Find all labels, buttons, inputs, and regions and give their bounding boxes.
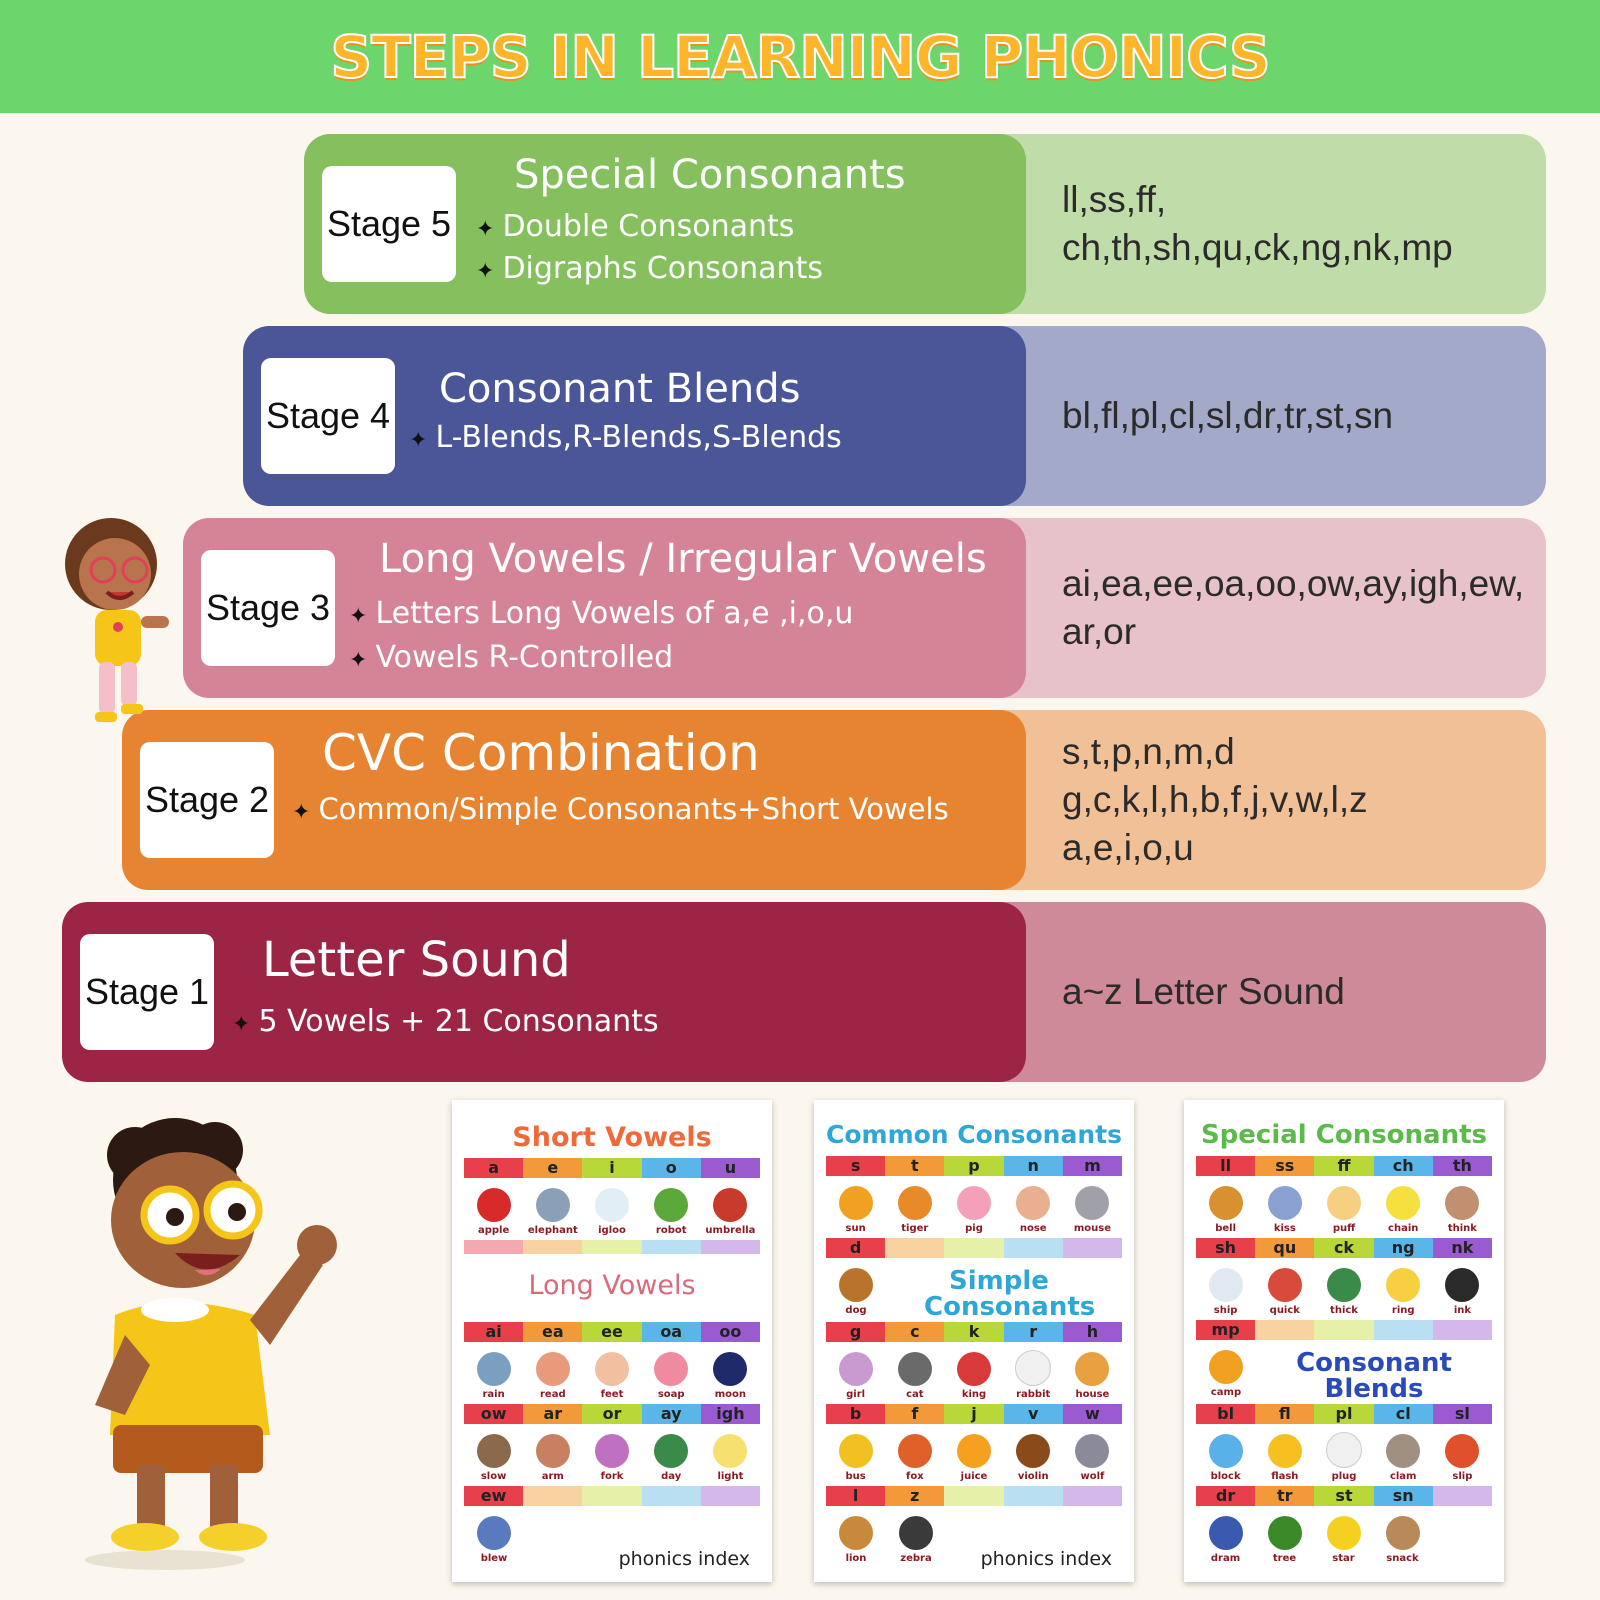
- star-icon: ✦: [409, 428, 428, 453]
- picture-row: lion zebra: [826, 1506, 946, 1564]
- letter-row: bl fl pl cl sl: [1196, 1404, 1492, 1424]
- star-icon: ✦: [292, 800, 311, 825]
- stage-4-panel: [243, 326, 1026, 506]
- poster-common-consonants: [814, 1100, 1134, 1582]
- poster-title: Special Consonants: [1200, 1120, 1488, 1150]
- letter-row: l z: [826, 1486, 1122, 1506]
- letter-row: mp: [1196, 1320, 1492, 1340]
- picture-row: dram tree star snack: [1196, 1506, 1432, 1564]
- stage-5-title: Special Consonants: [514, 152, 906, 198]
- star-icon: ✦: [349, 648, 368, 673]
- picture-row: ship quick thick ring ink: [1196, 1258, 1492, 1316]
- picture-row: girl cat king rabbit house: [826, 1342, 1122, 1400]
- stage-2-bullet-1: ✦ Common/Simple Consonants+Short Vowels: [292, 792, 949, 826]
- stage-3-bullet-1: ✦ Letters Long Vowels of a,e ,i,o,u: [349, 596, 854, 631]
- stage-5-badge: Stage 5: [322, 166, 456, 282]
- poster-subtitle: Simple Consonants: [924, 1266, 1096, 1322]
- stage-2-badge: Stage 2: [140, 742, 274, 858]
- stage-3-badge: Stage 3: [201, 550, 335, 666]
- color-strip: [464, 1240, 760, 1254]
- poster-title: Common Consonants: [826, 1120, 1122, 1149]
- stage-4-badge: Stage 4: [261, 358, 395, 474]
- stage-5-panel: [304, 134, 1026, 314]
- picture-row: dog: [826, 1258, 886, 1316]
- stage-2-row: [122, 710, 1546, 890]
- star-icon: ✦: [349, 604, 368, 629]
- stage-3-panel: [183, 518, 1026, 698]
- letter-row: ai ea ee oa oo: [464, 1322, 760, 1342]
- poster-short-vowels: [452, 1100, 772, 1582]
- boy-illustration: [55, 1105, 345, 1575]
- picture-row: sun tiger pig nose mouse: [826, 1176, 1122, 1234]
- poster-footer: phonics index: [980, 1548, 1112, 1570]
- picture-row: rain read feet soap moon: [464, 1342, 760, 1400]
- stage-3-bullet-2: ✦ Vowels R-Controlled: [349, 640, 674, 675]
- stage-5-sounds: ll,ss,ff, ch,th,sh,qu,ck,ng,nk,mp: [1062, 178, 1453, 268]
- stage-3-title: Long Vowels / Irregular Vowels: [379, 536, 987, 582]
- picture-row: camp: [1196, 1340, 1256, 1398]
- picture-row: block flash plug clam slip: [1196, 1424, 1492, 1482]
- letter-row: sh qu ck ng nk: [1196, 1238, 1492, 1258]
- letter-row: ow ar or ay igh: [464, 1404, 760, 1424]
- letter-row: dr tr st sn: [1196, 1486, 1492, 1506]
- picture-row: slow arm fork day light: [464, 1424, 760, 1482]
- letter-row: a e i o u: [464, 1158, 760, 1178]
- stage-4-title: Consonant Blends: [439, 366, 801, 412]
- stage-2-panel: [122, 710, 1026, 890]
- stage-2-sounds: s,t,p,n,m,d g,c,k,l,h,b,f,j,v,w,l,z a,e,i,o,u: [1062, 730, 1368, 869]
- stage-3-sounds: ai,ea,ee,oa,oo,ow,ay,igh,ew, ar,or: [1062, 562, 1525, 652]
- stage-1-bullet-1: ✦ 5 Vowels + 21 Consonants: [232, 1004, 659, 1039]
- stage-1-panel: [62, 902, 1026, 1082]
- stage-1-badge: Stage 1: [80, 934, 214, 1050]
- stage-1-title: Letter Sound: [262, 932, 571, 988]
- picture-row: bus fox juice violin wolf: [826, 1424, 1122, 1482]
- stage-4-bullet-1: ✦ L-Blends,R-Blends,S-Blends: [409, 420, 842, 455]
- letter-row: s t p n m: [826, 1156, 1122, 1176]
- poster-special-consonants: [1184, 1100, 1504, 1582]
- picture-row: bell kiss puff chain think: [1196, 1176, 1492, 1234]
- stage-2-title: CVC Combination: [322, 724, 760, 782]
- letter-row: b f j v w: [826, 1404, 1122, 1424]
- stage-4-sounds: bl,fl,pl,cl,sl,dr,tr,st,sn: [1062, 394, 1394, 436]
- picture-row: blew: [464, 1506, 524, 1564]
- picture-row: apple elephant igloo robot umbrella: [464, 1178, 760, 1236]
- stage-5-row: [304, 134, 1546, 314]
- stage-1-sounds: a~z Letter Sound: [1062, 970, 1345, 1012]
- star-icon: ✦: [232, 1012, 251, 1037]
- letter-row: d: [826, 1238, 1122, 1258]
- stage-5-bullet-1: ✦ Double Consonants: [476, 209, 795, 244]
- letter-row: g c k r h: [826, 1322, 1122, 1342]
- page-title: STEPS IN LEARNING PHONICS: [330, 22, 1270, 91]
- stage-1-row: [62, 902, 1546, 1082]
- stage-3-row: [183, 518, 1546, 698]
- poster-footer: phonics index: [618, 1548, 750, 1570]
- star-icon: ✦: [476, 259, 495, 284]
- stage-5-bullet-2: ✦ Digraphs Consonants: [476, 251, 823, 286]
- poster-title: Short Vowels: [512, 1122, 712, 1153]
- letter-row: ll ss ff ch th: [1196, 1156, 1492, 1176]
- poster-subtitle: Long Vowels: [528, 1270, 696, 1301]
- title-banner: [0, 0, 1600, 113]
- girl-illustration: [55, 512, 180, 737]
- letter-row: ew: [464, 1486, 760, 1506]
- poster-subtitle: Consonant Blends: [1296, 1348, 1452, 1404]
- star-icon: ✦: [476, 217, 495, 242]
- stage-4-row: [243, 326, 1546, 506]
